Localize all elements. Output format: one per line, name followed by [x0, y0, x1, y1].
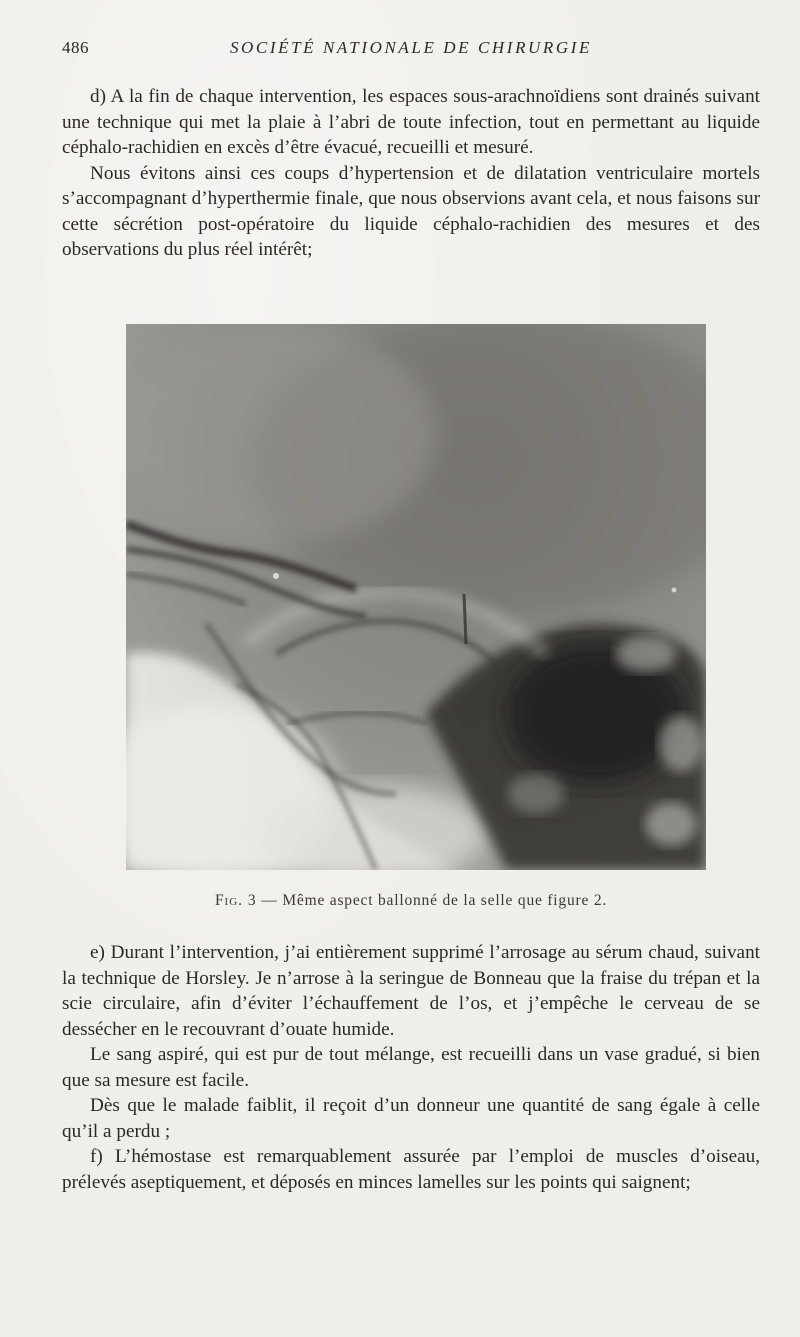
figure-caption-text: — Même aspect ballonné de la selle que figure 2. — [256, 892, 608, 909]
running-head — [62, 38, 760, 62]
bottom-text-block — [62, 940, 760, 1195]
journal-title: SOCIÉTÉ NATIONALE DE CHIRURGIE — [229, 38, 593, 57]
radiograph-figure — [126, 324, 706, 870]
radiograph-image — [126, 324, 706, 870]
figure-caption — [62, 892, 760, 910]
paragraph-le-sang: Le sang aspiré, qui est pur de tout mélange, est recueilli dans un vase gradué, si bien que sa mesure est facile. — [62, 1044, 760, 1091]
top-text-block — [62, 84, 760, 263]
paragraph-e: e) Durant l’intervention, j’ai entièrement supprimé l’arrosage au sérum chaud, suivant la technique de Horsley. Je n’arrose à la seringue de Bonneau que la fraise du trépan et la scie circulaire, afin d’éviter l’échauffement de l’os, et j’empêche le cerveau de se dessécher en le recouvrant d’ouate humide. — [62, 942, 760, 1040]
page-number: 486 — [62, 38, 89, 57]
paragraph-f: f) L’hémostase est remarquablement assurée par l’emploi de muscles d’oiseau, prélevés aseptiquement, et déposés en minces lamelles sur les points qui saignent; — [62, 1146, 760, 1193]
paragraph-des-que: Dès que le malade faiblit, il reçoit d’un donneur une quantité de sang égale à celle qu’il a perdu ; — [62, 1095, 760, 1142]
paragraph-d: d) A la fin de chaque intervention, les espaces sous-arachnoïdiens sont drainés suivant une technique qui met la plaie à l’abri de toute infection, tout en permettant au liquide céphalo-rachidien en excès d’être évacué, recueilli et mesuré. — [62, 86, 760, 158]
figure-label: Fig. 3 — [214, 892, 257, 909]
paragraph-nous-evitons: Nous évitons ainsi ces coups d’hypertension et de dilatation ventriculaire mortels s’accompagnant d’hyperthermie finale, que nous observions avant cela, et nous faisons sur cette sécrétion post-opératoire du liquide céphalo-rachidien des mesures et des observations du plus réel intérêt; — [62, 162, 760, 260]
